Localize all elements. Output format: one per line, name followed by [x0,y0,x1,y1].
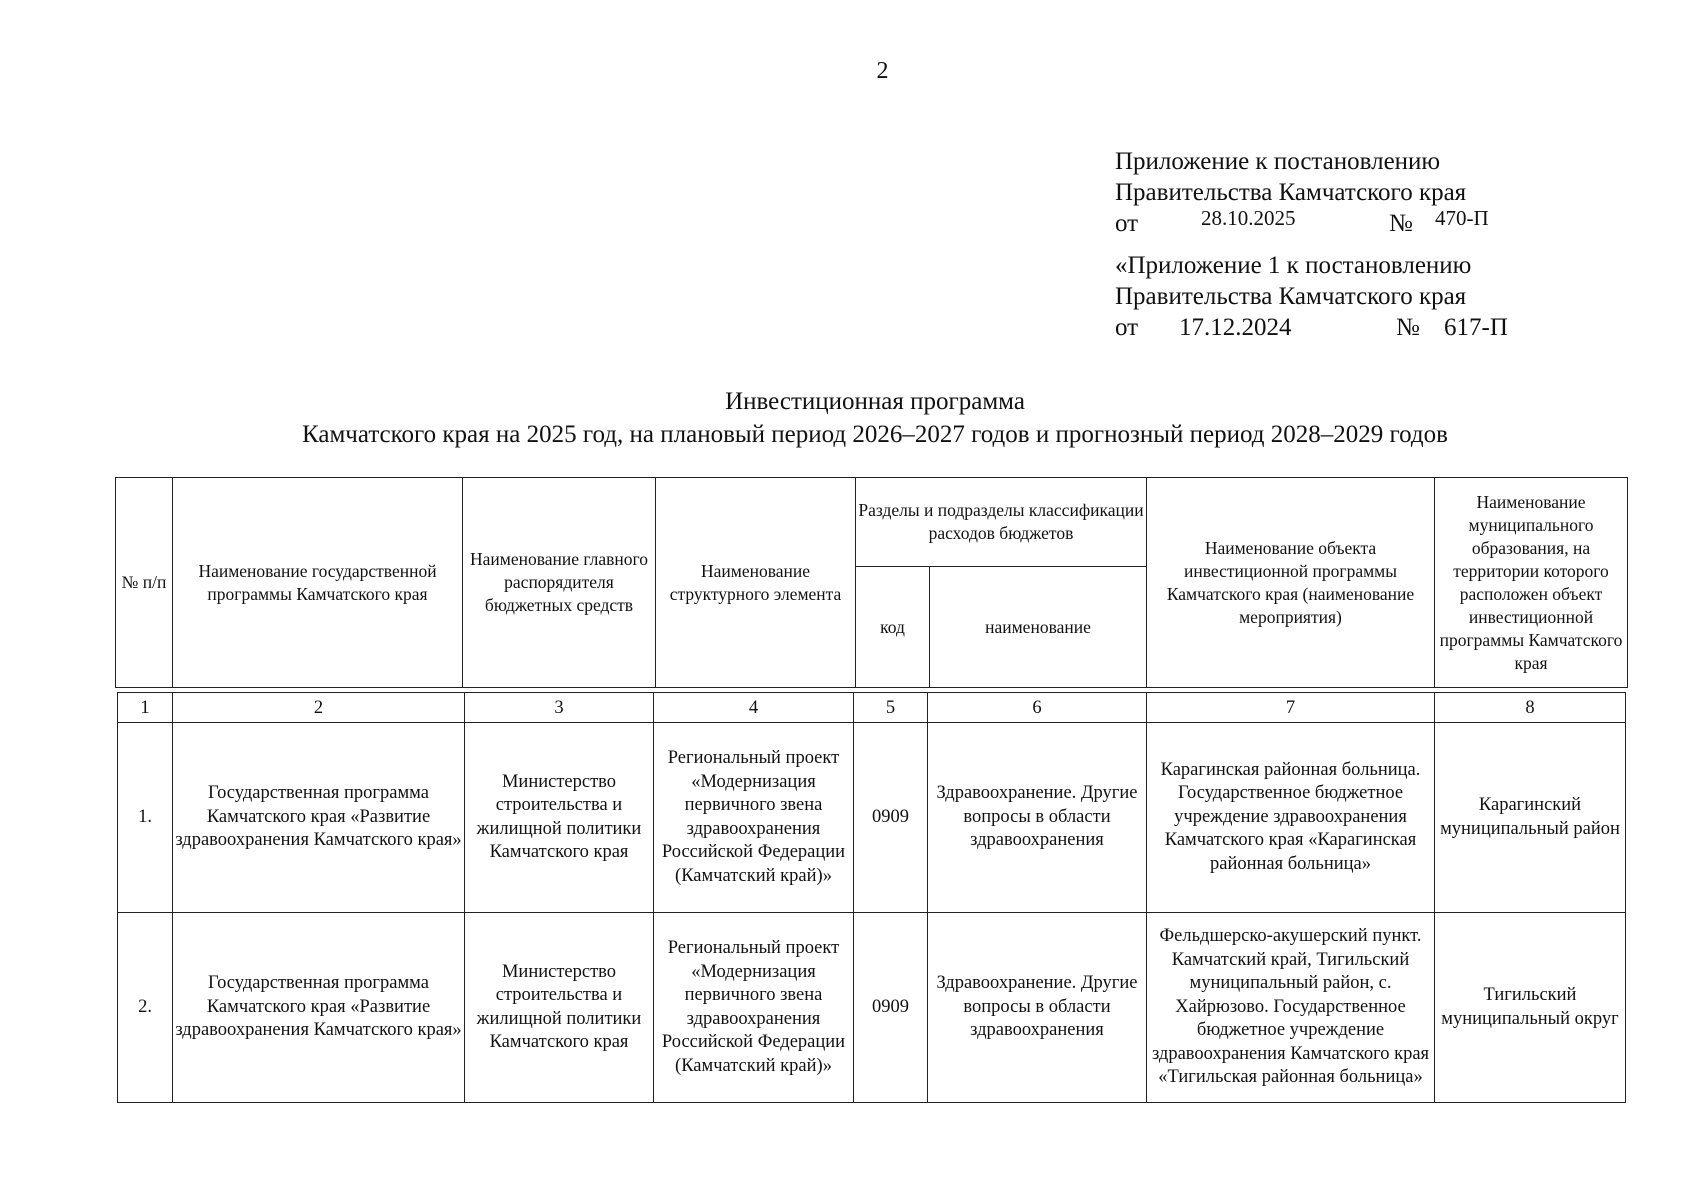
row-element: Региональный проект «Модернизация первичного звена здравоохранения Российской Федерации (Камчатский край)» [654,913,854,1103]
page-number: 2 [876,58,889,84]
header-num: № п/п [116,478,173,688]
appendix-new-from-label: от [1115,210,1139,237]
row-municipality: Тигильский муниципальный округ [1435,913,1626,1103]
column-number: 8 [1435,693,1626,723]
appendix-new-date: 28.10.2025 [1201,206,1296,230]
column-number: 1 [118,693,173,723]
row-num: 1. [118,723,173,913]
column-number: 3 [465,693,654,723]
row-num: 2. [118,913,173,1103]
appendix-new-line3 [1115,206,1489,239]
column-number: 5 [854,693,928,723]
row-code: 0909 [854,913,928,1103]
appendix-new-number-label: № [1389,210,1413,237]
column-number: 2 [173,693,465,723]
title-line2: Камчатского края на 2025 год, на плановый период 2026–2027 годов и прогнозный период 2028–2029 годов [302,421,1448,448]
row-object: Карагинская районная больница. Государственное бюджетное учреждение здравоохранения Камчатского края «Карагинская районная больница» [1147,723,1435,913]
appendix-old-line3 [1115,312,1508,343]
appendix-new-number: 470-П [1435,206,1489,230]
row-manager: Министерство строительства и жилищной политики Камчатского края [465,723,654,913]
appendix-old-line2: Правительства Камчатского края [1115,283,1467,310]
row-name: Здравоохранение. Другие вопросы в области здравоохранения [928,723,1147,913]
row-element: Региональный проект «Модернизация первичного звена здравоохранения Российской Федерации (Камчатский край)» [654,723,854,913]
row-object: Фельдшерско-акушерский пункт. Камчатский край, Тигильский муниципальный район, с. Хайрюзово. Государственное бюджетное учреждение здравоохранения Камчатского края «Тигильская районная больница» [1147,913,1435,1103]
data-table [117,692,1626,1103]
document-title [0,385,1697,451]
row-code: 0909 [854,723,928,913]
header-municipality: Наименование муниципального образования, на территории которого расположен объект инвестиционной программы Камчатского края [1435,478,1628,688]
appendix-old-number-label: № [1396,314,1420,341]
appendix-old-block [1115,250,1508,343]
header-manager: Наименование главного распорядителя бюджетных средств [463,478,656,688]
header-object: Наименование объекта инвестиционной программы Камчатского края (наименование мероприятия) [1147,478,1435,688]
column-number: 7 [1147,693,1435,723]
header-element: Наименование структурного элемента [656,478,856,688]
appendix-new-block [1115,146,1489,239]
header-table [115,477,1628,688]
column-numbers-row [118,693,1626,723]
title-line1: Инвестиционная программа [725,388,1025,415]
column-number: 6 [928,693,1147,723]
appendix-old-line1: «Приложение 1 к постановлению [1115,252,1472,279]
row-manager: Министерство строительства и жилищной политики Камчатского края [465,913,654,1103]
column-number: 4 [654,693,854,723]
header-name: наименование [930,567,1147,688]
appendix-old-date: 17.12.2024 [1179,314,1292,341]
row-municipality: Карагинский муниципальный район [1435,723,1626,913]
header-code: код [856,567,930,688]
header-sections: Разделы и подразделы классификации расходов бюджетов [856,478,1147,567]
appendix-new-line2: Правительства Камчатского края [1115,179,1467,206]
appendix-old-from-label: от [1115,314,1139,341]
header-program: Наименование государственной программы Камчатского края [173,478,463,688]
table-row [118,723,1626,913]
row-name: Здравоохранение. Другие вопросы в области здравоохранения [928,913,1147,1103]
appendix-new-line1: Приложение к постановлению [1115,148,1441,175]
row-program: Государственная программа Камчатского края «Развитие здравоохранения Камчатского края» [173,723,465,913]
table-row [118,913,1626,1103]
appendix-old-number: 617-П [1444,314,1508,341]
row-program: Государственная программа Камчатского края «Развитие здравоохранения Камчатского края» [173,913,465,1103]
